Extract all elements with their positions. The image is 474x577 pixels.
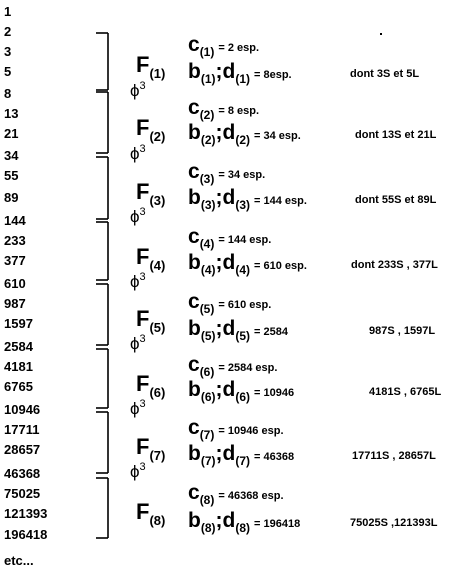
b-index: (1): [200, 72, 216, 86]
bd-row: [188, 121, 301, 145]
fibonacci-number: 75025: [4, 486, 41, 501]
F-label: [136, 307, 165, 334]
c-letter: c: [188, 225, 200, 248]
F-index: (3): [149, 193, 166, 208]
phi-symbol: ϕ: [130, 272, 140, 291]
phi-cubed: [130, 145, 146, 165]
fibonacci-number: 13: [4, 106, 19, 121]
c-index: (3): [199, 172, 215, 186]
phi-exponent: 3: [139, 333, 146, 345]
fibonacci-number: 10946: [4, 402, 41, 417]
dont-note: dont 13S et 21L: [355, 129, 437, 141]
c-row: [188, 416, 284, 440]
stray-dot: [380, 33, 382, 35]
fibonacci-number: 377: [4, 253, 26, 268]
c-value: = 10946 esp.: [218, 425, 284, 437]
phi-symbol: ϕ: [130, 81, 140, 100]
F-letter: F: [136, 244, 150, 269]
semicolon: ;: [215, 60, 223, 83]
F-label: [136, 245, 165, 272]
fibonacci-number: 46368: [4, 466, 41, 481]
dont-note: dont 233S , 377L: [351, 259, 438, 271]
b-index: (7): [200, 454, 216, 468]
fibonacci-number: 987: [4, 296, 26, 311]
phi-symbol: ϕ: [130, 144, 140, 163]
semicolon: ;: [215, 378, 223, 401]
c-index: (6): [199, 365, 215, 379]
fibonacci-number: 610: [4, 276, 26, 291]
F-letter: F: [136, 306, 150, 331]
F-index: (5): [149, 320, 166, 335]
phi-cubed: [130, 463, 146, 483]
fibonacci-number: 1: [4, 4, 12, 19]
c-index: (4): [199, 237, 215, 251]
F-label: [136, 180, 165, 207]
F-letter: F: [136, 52, 150, 77]
c-letter: c: [188, 353, 200, 376]
phi-symbol: ϕ: [130, 207, 140, 226]
b-letter: b: [188, 509, 201, 532]
fibonacci-number: 144: [4, 213, 26, 228]
F-letter: F: [136, 371, 150, 396]
fibonacci-number: 6765: [4, 379, 33, 394]
c-index: (2): [199, 108, 215, 122]
dont-note: 75025S ,121393L: [350, 517, 438, 529]
d-index: (7): [235, 454, 250, 468]
c-value: = 34 esp.: [218, 169, 266, 181]
F-label: [136, 372, 165, 399]
bd-value: = 46368: [254, 451, 295, 463]
d-index: (3): [235, 198, 250, 212]
b-letter: b: [188, 251, 201, 274]
c-value: = 46368 esp.: [218, 490, 284, 502]
fibonacci-number: 89: [4, 190, 19, 205]
c-row: [188, 96, 259, 120]
semicolon: ;: [215, 442, 223, 465]
semicolon: ;: [215, 317, 223, 340]
F-index: (6): [149, 385, 166, 400]
F-letter: F: [136, 115, 150, 140]
b-letter: b: [188, 317, 201, 340]
d-letter: d: [222, 186, 236, 209]
d-letter: d: [222, 60, 236, 83]
dont-note: 4181S , 6765L: [369, 386, 442, 398]
bd-row: [188, 378, 294, 402]
fibonacci-number: 2: [4, 24, 12, 39]
bd-value: = 2584: [254, 326, 288, 338]
bd-value: = 8esp.: [254, 69, 292, 81]
phi-cubed: [130, 400, 146, 420]
fibonacci-number: 233: [4, 233, 26, 248]
fibonacci-number: 2584: [4, 339, 33, 354]
phi-cubed: [130, 335, 146, 355]
c-row: [188, 481, 284, 505]
c-row: [188, 160, 265, 184]
d-letter: d: [222, 251, 236, 274]
d-index: (4): [235, 263, 250, 277]
c-letter: c: [188, 160, 200, 183]
F-label: [136, 116, 165, 143]
c-letter: c: [188, 290, 200, 313]
b-index: (6): [200, 390, 216, 404]
phi-exponent: 3: [139, 271, 146, 283]
bd-value: = 10946: [254, 387, 295, 399]
c-value: = 144 esp.: [218, 234, 272, 246]
fibonacci-number: 5: [4, 64, 12, 79]
F-letter: F: [136, 179, 150, 204]
semicolon: ;: [215, 121, 223, 144]
phi-exponent: 3: [139, 398, 146, 410]
d-letter: d: [222, 378, 236, 401]
phi-symbol: ϕ: [130, 334, 140, 353]
b-index: (2): [200, 133, 216, 147]
c-letter: c: [188, 481, 200, 504]
d-index: (5): [235, 329, 250, 343]
F-letter: F: [136, 434, 150, 459]
c-value: = 2 esp.: [218, 42, 260, 54]
b-index: (8): [200, 521, 216, 535]
F-label: [136, 53, 165, 80]
d-index: (1): [235, 72, 250, 86]
bd-value: = 144 esp.: [254, 195, 307, 207]
fibonacci-number: 21: [4, 126, 19, 141]
c-value: = 2584 esp.: [218, 362, 278, 374]
semicolon: ;: [215, 509, 223, 532]
F-index: (7): [149, 448, 166, 463]
F-label: [136, 500, 165, 527]
b-letter: b: [188, 60, 201, 83]
F-index: (2): [149, 129, 166, 144]
c-row: [188, 353, 277, 377]
c-index: (7): [199, 428, 215, 442]
dont-note: dont 3S et 5L: [350, 68, 420, 80]
phi-exponent: 3: [139, 80, 146, 92]
b-letter: b: [188, 378, 201, 401]
phi-exponent: 3: [139, 206, 146, 218]
b-index: (3): [200, 198, 216, 212]
b-letter: b: [188, 186, 201, 209]
fibonacci-number: 17711: [4, 422, 40, 437]
d-letter: d: [222, 317, 236, 340]
dont-note: 17711S , 28657L: [352, 450, 436, 462]
d-index: (8): [235, 521, 250, 535]
phi-cubed: [130, 82, 146, 102]
semicolon: ;: [215, 251, 223, 274]
c-letter: c: [188, 416, 200, 439]
c-index: (5): [199, 302, 215, 316]
semicolon: ;: [215, 186, 223, 209]
c-row: [188, 225, 271, 249]
dont-note: dont 55S et 89L: [355, 194, 437, 206]
bd-row: [188, 317, 288, 341]
fibonacci-number: 121393: [4, 506, 48, 521]
bd-row: [188, 60, 292, 84]
c-value: = 8 esp.: [218, 105, 260, 117]
fibonacci-number: 28657: [4, 442, 41, 457]
phi-cubed: [130, 208, 146, 228]
b-index: (5): [200, 329, 216, 343]
phi-exponent: 3: [139, 143, 146, 155]
phi-symbol: ϕ: [130, 462, 140, 481]
phi-cubed: [130, 273, 146, 293]
bd-row: [188, 442, 294, 466]
phi-symbol: ϕ: [130, 399, 140, 418]
d-letter: d: [222, 509, 236, 532]
bd-value: = 34 esp.: [254, 130, 301, 142]
b-letter: b: [188, 442, 201, 465]
c-index: (1): [199, 45, 215, 59]
bd-row: [188, 251, 307, 275]
F-index: (1): [149, 66, 166, 81]
b-index: (4): [200, 263, 216, 277]
bd-value: = 196418: [254, 518, 301, 530]
d-index: (6): [235, 390, 250, 404]
c-index: (8): [199, 493, 215, 507]
dont-note: 987S , 1597L: [369, 325, 436, 337]
c-letter: c: [188, 96, 200, 119]
d-letter: d: [222, 442, 236, 465]
phi-exponent: 3: [139, 461, 146, 473]
b-letter: b: [188, 121, 201, 144]
bd-row: [188, 186, 307, 210]
fibonacci-number: 196418: [4, 527, 48, 542]
d-letter: d: [222, 121, 236, 144]
bd-row: [188, 509, 300, 533]
c-value: = 610 esp.: [218, 299, 272, 311]
F-index: (4): [149, 258, 166, 273]
d-index: (2): [235, 133, 250, 147]
c-row: [188, 33, 259, 57]
fibonacci-number: 34: [4, 148, 19, 163]
fibonacci-number: 1597: [4, 316, 33, 331]
F-letter: F: [136, 499, 150, 524]
fibonacci-number: 55: [4, 168, 19, 183]
F-index: (8): [149, 513, 166, 528]
c-letter: c: [188, 33, 200, 56]
fibonacci-number: 3: [4, 44, 12, 59]
etc-label: etc...: [4, 553, 34, 568]
F-label: [136, 435, 165, 462]
fibonacci-number: 4181: [4, 359, 33, 374]
fibonacci-number: 8: [4, 86, 12, 101]
c-row: [188, 290, 271, 314]
bd-value: = 610 esp.: [254, 260, 307, 272]
